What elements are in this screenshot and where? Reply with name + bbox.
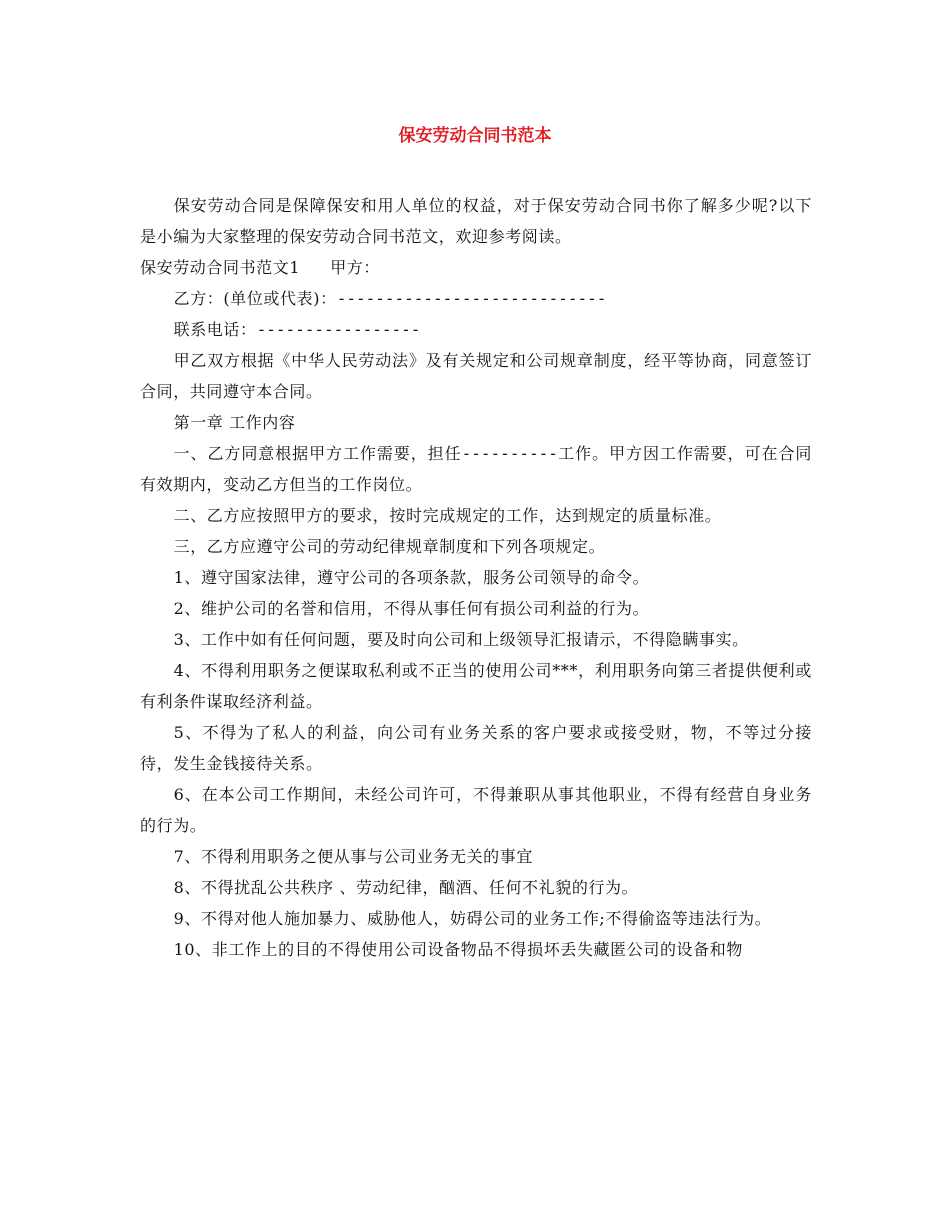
phone-line	[140, 314, 812, 345]
document-title: 保安劳动合同书范本	[398, 126, 552, 146]
party-b-line	[140, 283, 812, 314]
party-a-label: 甲方：	[330, 258, 380, 277]
agreement-paragraph: 甲乙双方根据《中华人民劳动法》及有关规定和公司规章制度，经平等协商，同意签订合同，共同遵守本合同。	[140, 351, 812, 401]
phone-label: 联系电话：	[173, 320, 257, 339]
clause-1	[140, 438, 812, 500]
rule-item: 8、不得扰乱公共秩序 、劳动纪律，酗酒、任何不礼貌的行为。	[173, 878, 639, 897]
clause-2: 二、乙方应按照甲方的要求，按时完成规定的工作，达到规定的质量标准。	[173, 506, 722, 525]
clause-3: 三，乙方应遵守公司的劳动纪律规章制度和下列各项规定。	[173, 537, 606, 556]
intro-paragraph: 保安劳动合同是保障保安和用人单位的权益，对于保安劳动合同书你了解多少呢?以下是小编为大家整理的保安劳动合同书范文，欢迎参考阅读。	[140, 196, 812, 246]
rule-item: 3、工作中如有任何问题，要及时向公司和上级领导汇报请示，不得隐瞒事实。	[173, 630, 749, 649]
rule-item: 4、不得利用职务之便谋取私利或不正当的使用公司***，利用职务向第三者提供便利或有利条件谋取经济利益。	[140, 661, 812, 711]
document-body	[140, 190, 812, 965]
rule-item: 10、非工作上的目的不得使用公司设备物品不得损坏丢失藏匿公司的设备和物	[173, 940, 743, 959]
rule-item: 2、维护公司的名誉和信用，不得从事任何有损公司利益的行为。	[173, 599, 650, 618]
rule-item: 7、不得利用职务之便从事与公司业务无关的事宜	[173, 847, 533, 866]
rule-item: 6、在本公司工作期间，未经公司许可，不得兼职从事其他职业，不得有经营自身业务的行为。	[140, 785, 812, 835]
clause-1-text-a: 一、乙方同意根据甲方工作需要，担任	[173, 444, 462, 463]
sample-label: 保安劳动合同书范文1	[140, 258, 301, 277]
clause-1-blank: ----------	[461, 444, 558, 463]
phone-blank: -----------------	[256, 320, 421, 339]
rule-item: 1、遵守国家法律，遵守公司的各项条款，服务公司领导的命令。	[173, 568, 650, 587]
rule-item: 9、不得对他人施加暴力、威胁他人，妨碍公司的业务工作;不得偷盗等违法行为。	[173, 909, 772, 928]
party-b-blank: ----------------------------	[336, 289, 607, 308]
sample-heading-line	[140, 252, 812, 283]
clause-1-text-b: 工作。甲方因工作需要，可在合同有效期内，变动乙方但当的工作岗位。	[140, 444, 812, 494]
chapter-heading: 第一章 工作内容	[173, 413, 296, 432]
rule-item: 5、不得为了私人的利益，向公司有业务关系的客户要求或接受财，物，不等过分接待，发生金钱接待关系。	[140, 723, 812, 773]
party-b-label: 乙方：(单位或代表)：	[173, 289, 337, 308]
